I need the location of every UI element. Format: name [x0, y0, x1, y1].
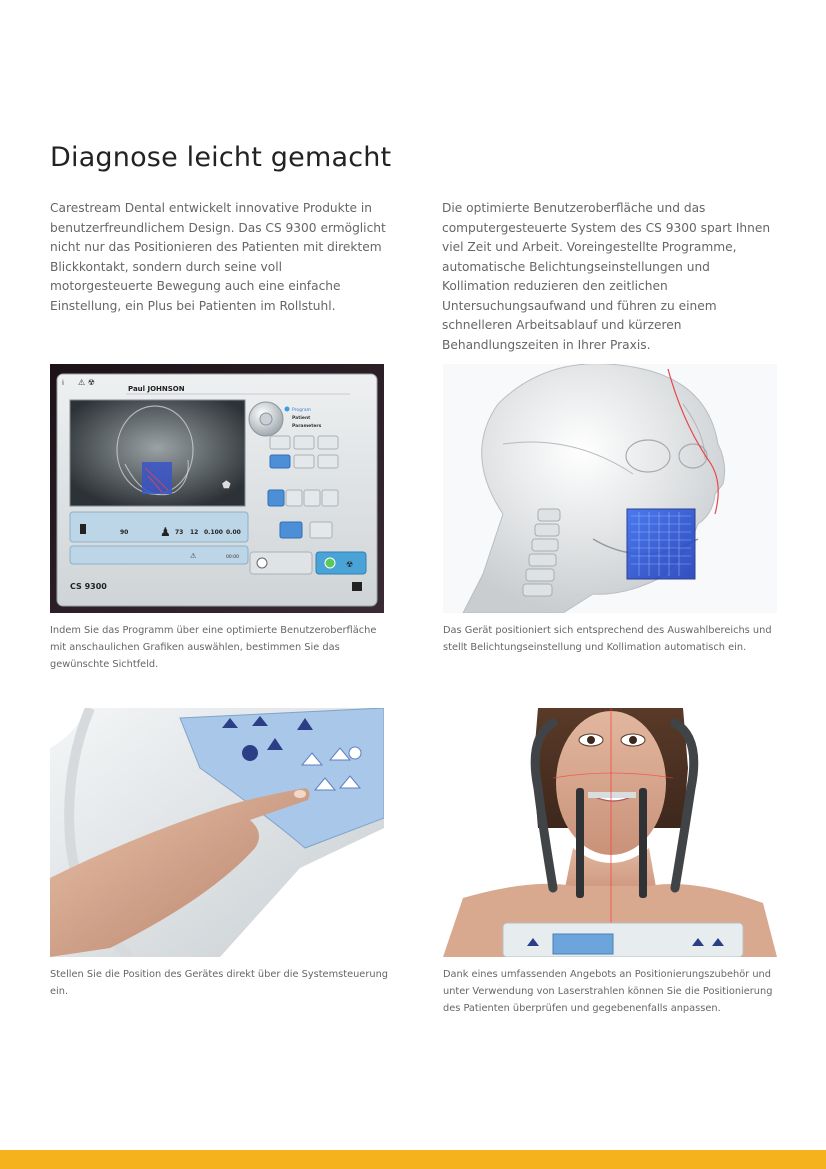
- software-screenshot-image: [50, 364, 384, 613]
- svg-text:♟: ♟: [160, 525, 171, 539]
- svg-text:⚠: ⚠: [190, 552, 197, 560]
- svg-text:⬟: ⬟: [222, 480, 231, 491]
- skull-xray-image: [443, 364, 777, 613]
- patient-name: Paul JOHNSON: [128, 385, 185, 393]
- start-button[interactable]: [316, 552, 366, 574]
- accent-bar: [0, 1150, 826, 1169]
- patient-positioning-image: [443, 708, 777, 957]
- menu-parameters[interactable]: Parameters: [292, 424, 322, 429]
- control-panel-image: [50, 708, 384, 957]
- value-dose: 0.00: [226, 529, 241, 536]
- intro-paragraph-right: Die optimierte Benutzeroberfläche und das computergesteuerte System des CS 9300 spart Ihnen viel Zeit und Arbeit. Voreingestellte Programme, automatische Belichtungseinstellungen und Kollimation reduzieren den zeitlichen Untersuchungsaufwand und führen zu einem schnelleren Arbeitsablauf und kürzeren Behandlungszeiten in Ihrer Praxis.: [442, 201, 771, 352]
- svg-text:☢: ☢: [346, 560, 354, 569]
- patient-caption: Dank eines umfassenden Angebots an Positionierungszubehör und unter Verwendung von Laserstrahlen können Sie die Positionierung des Patienten überprüfen und gegebenenfalls anpassen.: [443, 969, 773, 1014]
- time-readout: 00:00: [226, 555, 239, 560]
- intro-paragraph-left: Carestream Dental entwickelt innovative Produkte in benutzerfreundlichem Design. Das CS 9300 ermöglicht nicht nur das Positionieren des Patienten mit direktem Blickkontakt, sondern durch seine voll motorgesteuerte Bewegung auch eine einfache Einstellung, ein Plus bei Patienten im Rollstuhl.: [50, 201, 386, 313]
- menu-patient[interactable]: Patient: [292, 416, 311, 421]
- svg-text:i: i: [62, 379, 64, 387]
- model-badge: CS 9300: [70, 582, 107, 591]
- page-title: Diagnose leicht gemacht: [50, 142, 392, 173]
- control-panel-caption: Stellen Sie die Position des Gerätes direkt über die Systemsteuerung ein.: [50, 969, 389, 997]
- value-voxel: 0.100: [204, 529, 223, 536]
- value-ma: 73: [175, 529, 184, 536]
- skull-caption: Das Gerät positioniert sich entsprechend des Auswahlbereichs und stellt Belichtungseinstellung und Kollimation automatisch ein.: [443, 625, 772, 653]
- svg-text:⚠ ☢: ⚠ ☢: [78, 378, 95, 387]
- value-time: 12: [190, 529, 199, 536]
- menu-program[interactable]: Program: [292, 408, 311, 413]
- software-caption: Indem Sie das Programm über eine optimierte Benutzeroberfläche mit anschaulichen Grafiken auswählen, bestimmen Sie das gewünschte Sichtfeld.: [50, 625, 377, 670]
- value-kv: 90: [120, 529, 129, 536]
